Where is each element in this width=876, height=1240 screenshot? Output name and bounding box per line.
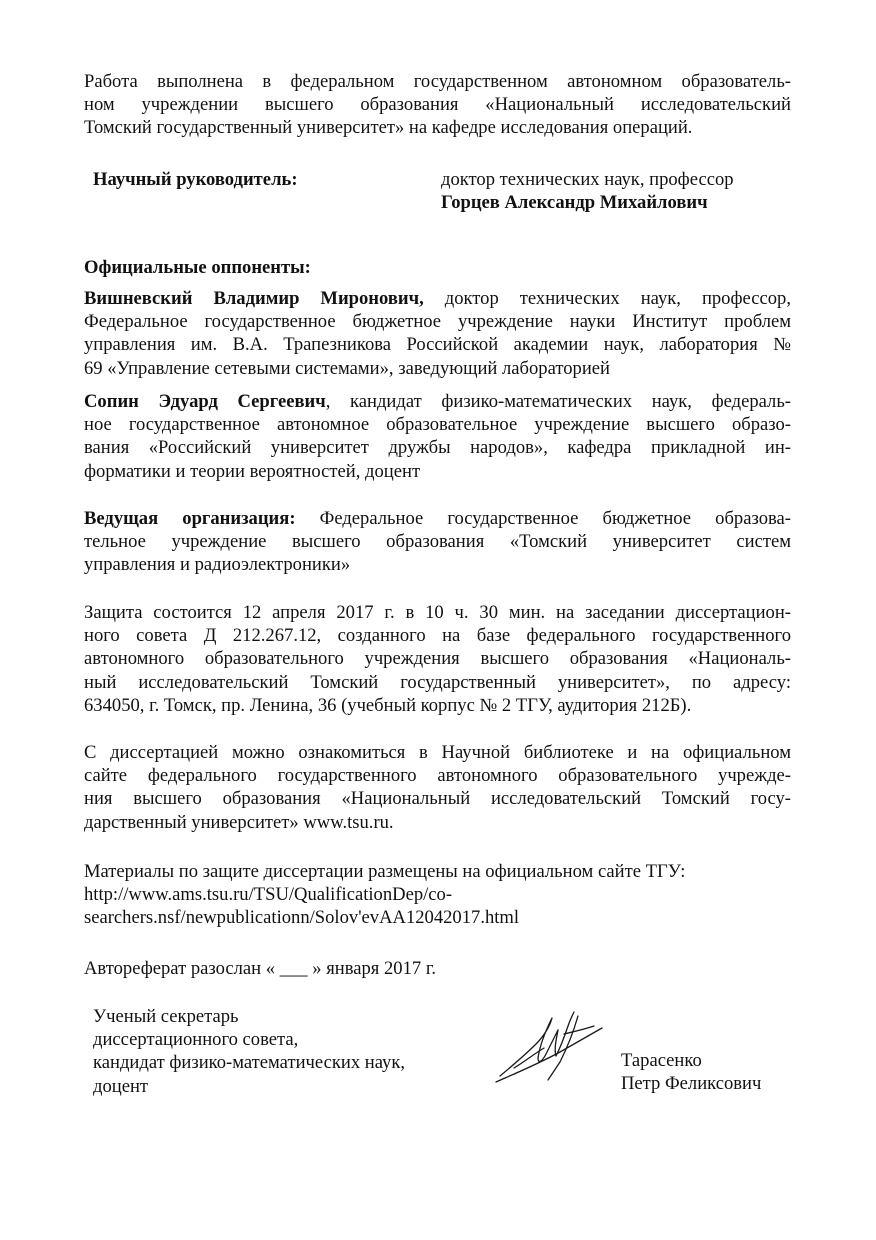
opponent-2-line: форматики и теории вероятностей, доцент bbox=[84, 460, 421, 482]
intro-line: ном учреждении высшего образования «Национальный исследовательский bbox=[84, 94, 791, 116]
library-line: С диссертацией можно ознакомиться в Научной библиотеке и на официальном bbox=[84, 742, 791, 763]
lead-org-line: Ведущая организация: Федеральное государственное бюджетное образова- bbox=[84, 508, 791, 529]
secretary-line: доцент bbox=[93, 1075, 149, 1097]
secretary-name bbox=[621, 1049, 841, 1095]
opponent-2-line: ное государственное автономное образовательное учреждение высшего образо- bbox=[84, 414, 791, 436]
intro-line: Работа выполнена в федеральном государственном автономном образователь- bbox=[84, 71, 791, 92]
secretary-name-line: Тарасенко bbox=[621, 1050, 702, 1071]
opponent-1-line: Вишневский Владимир Миронович, доктор технических наук, профессор, bbox=[84, 288, 791, 309]
supervisor-name: Горцев Александр Михайлович bbox=[441, 192, 708, 214]
defense-line: Защита состоится 12 апреля 2017 г. в 10 ч. 30 мин. на заседании диссертацион- bbox=[84, 602, 791, 623]
secretary-line: кандидат физико-математических наук, bbox=[93, 1052, 406, 1074]
signature-stroke bbox=[548, 1016, 578, 1080]
supervisor-degree: доктор технических наук, профессор bbox=[441, 169, 734, 190]
secretary-name-line: Петр Феликсович bbox=[621, 1073, 762, 1095]
lead-org-label: Ведущая организация: bbox=[84, 508, 296, 529]
opponent-1-line: управления им. В.А. Трапезникова Российской академии наук, лаборатория № bbox=[84, 334, 791, 356]
opponent-1-line: 69 «Управление сетевыми системами», заведующий лабораторией bbox=[84, 357, 610, 379]
supervisor-info bbox=[441, 168, 801, 214]
opponent-1 bbox=[84, 287, 791, 380]
lead-org-line: управления и радиоэлектроники» bbox=[84, 554, 351, 576]
opponent-2-line: Сопин Эдуард Сергеевич, кандидат физико-математических наук, федераль- bbox=[84, 391, 791, 412]
intro-paragraph bbox=[84, 70, 791, 140]
secretary-title bbox=[93, 1005, 493, 1098]
materials-paragraph bbox=[84, 860, 791, 930]
opponent-2-line: вания «Российский университет дружбы народов», кафедра прикладной ин- bbox=[84, 437, 791, 459]
library-line: сайте федерального государственного автономного образовательного учрежде- bbox=[84, 765, 791, 787]
lead-organization bbox=[84, 507, 791, 577]
signature-stroke bbox=[564, 1026, 594, 1034]
library-paragraph bbox=[84, 741, 791, 834]
defense-line: автономного образовательного учреждения высшего образования «Националь- bbox=[84, 648, 791, 670]
opponent-2-name: Сопин Эдуард Сергеевич bbox=[84, 391, 326, 412]
defense-line: ного совета Д 212.267.12, созданного на базе федерального государственного bbox=[84, 625, 791, 647]
lead-org-line: тельное учреждение высшего образования «Томский университет систем bbox=[84, 531, 791, 553]
library-line: дарственный университет» www.tsu.ru. bbox=[84, 811, 394, 833]
opponent-1-name: Вишневский Владимир Миронович, bbox=[84, 288, 424, 309]
opponent-1-line: Федеральное государственное бюджетное учреждение науки Институт проблем bbox=[84, 311, 791, 333]
supervisor-label: Научный руководитель: bbox=[93, 169, 298, 190]
materials-url-line: http://www.ams.tsu.ru/TSU/QualificationDep/co- bbox=[84, 884, 453, 906]
secretary-line: диссертационного совета, bbox=[93, 1029, 299, 1051]
materials-line: Материалы по защите диссертации размещены на официальном сайте ТГУ: bbox=[84, 861, 686, 882]
materials-url-line: searchers.nsf/newpublicationn/Solov'evAA12042017.html bbox=[84, 907, 520, 929]
signature-stroke bbox=[496, 1028, 602, 1082]
defense-line: 634050, г. Томск, пр. Ленина, 36 (учебный корпус № 2 ТГУ, аудитория 212Б). bbox=[84, 694, 692, 716]
handwritten-signature bbox=[494, 1004, 606, 1084]
secretary-line: Ученый секретарь bbox=[93, 1006, 239, 1027]
opponents-heading: Официальные оппоненты: bbox=[84, 257, 311, 278]
library-line: ния высшего образования «Национальный исследовательский Томский госу- bbox=[84, 788, 791, 810]
defense-paragraph bbox=[84, 601, 791, 717]
opponent-2 bbox=[84, 390, 791, 483]
intro-line: Томский государственный университет» на кафедре исследования операций. bbox=[84, 117, 693, 139]
sent-date: Автореферат разослан « ___ » января 2017 г. bbox=[84, 958, 437, 979]
defense-line: ный исследовательский Томский государственный университет», по адресу: bbox=[84, 671, 791, 693]
